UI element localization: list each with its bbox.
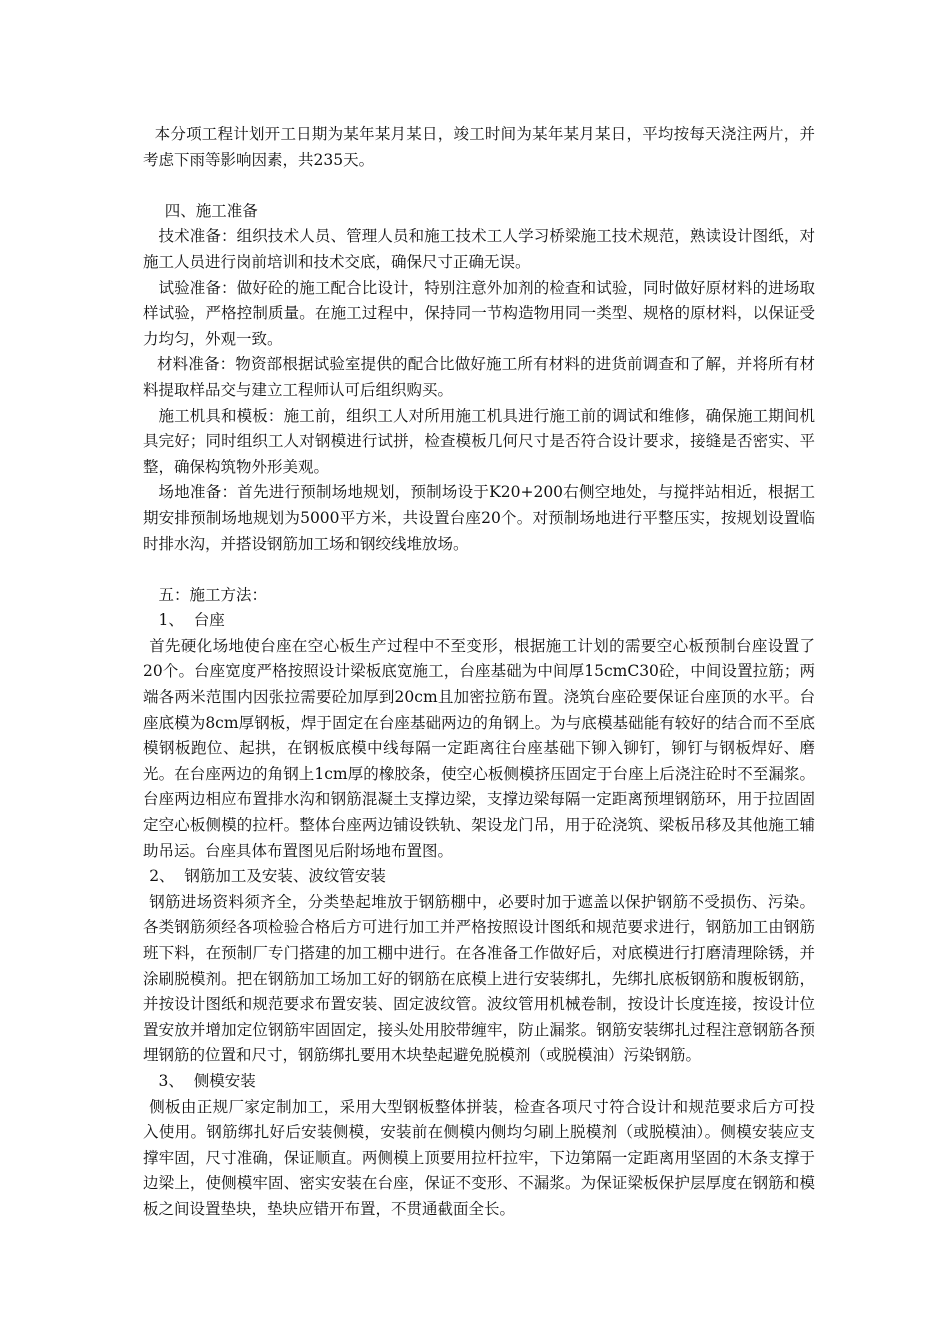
item-3-heading: 3、 侧模安装 — [158, 1071, 256, 1090]
materials-preparation-paragraph: 材料准备：物资部根据试验室提供的配合比做好施工所有材料的进货前调查和了解，并将所有材料提取样品交与建立工程师认可后组织购买。 — [143, 355, 815, 399]
item-3-paragraph: 侧板由正规厂家定制加工，采用大型钢板整体拼装，检查各项尺寸符合设计和规范要求后方可投入使用。钢筋绑扎好后安装侧模，安装前在侧模内侧均匀刷上脱模剂（或脱模油）。侧模安装应支撑牢固，尺寸准确，保证顺直。两侧模上顶要用拉杆拉牢，下边第隔一定距离用坚固的木条支撑于边梁上，使侧模牢固、密实安装在台座，保证不变形、不漏浆。为保证梁板保护层厚度在钢筋和模板之间设置垫块，垫块应错开布置，不贯通截面全长。 — [143, 1097, 815, 1218]
paragraph-spacer — [143, 557, 815, 583]
document-body — [143, 122, 815, 1223]
site-preparation-paragraph: 场地准备：首先进行预制场地规划，预制场设于K20+200右侧空地处，与搅拌站相近，根据工期安排预制场地规划为5000平方米，共设置台座20个。对预制场地进行平整压实，按规划设置临时排水沟，并搭设钢筋加工场和钢绞线堆放场。 — [143, 483, 815, 553]
paragraph-spacer — [143, 173, 815, 199]
section-5-heading: 五：施工方法： — [158, 585, 268, 604]
schedule-paragraph: 本分项工程计划开工日期为某年某月某日，竣工时间为某年某月某日，平均按每天浇注两片，并考虑下雨等影响因素，共235天。 — [143, 125, 815, 169]
technical-preparation-paragraph: 技术准备：组织技术人员、管理人员和施工技术工人学习桥梁施工技术规范，熟读设计图纸，对施工人员进行岗前培训和技术交底，确保尺寸正确无误。 — [143, 227, 815, 271]
item-2-paragraph: 钢筋进场资料须齐全，分类垫起堆放于钢筋棚中，必要时加于遮盖以保护钢筋不受损伤、污染。各类钢筋须经各项检验合格后方可进行加工并严格按照设计图纸和规范要求进行，钢筋加工由钢筋班下料，在预制厂专门搭建的加工棚中进行。在各准备工作做好后，对底模进行打磨清理除锈，并涂刷脱模剂。把在钢筋加工场加工好的钢筋在底模上进行安装绑扎，先绑扎底板钢筋和腹板钢筋，并按设计图纸和规范要求布置安装、固定波纹管。波纹管用机械卷制，按设计长度连接，按设计位置安放并增加定位钢筋牢固固定，接头处用胶带缠牢，防止漏浆。钢筋安装绑扎过程注意钢筋各预埋钢筋的位置和尺寸，钢筋绑扎要用木块垫起避免脱模剂（或脱模油）污染钢筋。 — [143, 892, 815, 1065]
testing-preparation-paragraph: 试验准备：做好砼的施工配合比设计，特别注意外加剂的检查和试验，同时做好原材料的进场取样试验，严格控制质量。在施工过程中，保持同一节构造物用同一类型、规格的原材料，以保证受力均匀，外观一致。 — [143, 278, 815, 348]
machinery-formwork-paragraph: 施工机具和模板：施工前，组织工人对所用施工机具进行施工前的调试和维修，确保施工期间机具完好；同时组织工人对钢模进行试拼，检查模板几何尺寸是否符合设计要求，接缝是否密实、平整，确保构筑物外形美观。 — [143, 406, 815, 476]
item-1-heading: 1、 台座 — [158, 611, 225, 630]
item-1-paragraph: 首先硬化场地使台座在空心板生产过程中不至变形，根据施工计划的需要空心板预制台座设置了20个。台座宽度严格按照设计梁板底宽施工，台座基础为中间厚15cmC30砼，中间设置拉筋；两端各两米范围内因张拉需要砼加厚到20cm且加密拉筋布置。浇筑台座砼要保证台座顶的水平。台座底模为8cm厚钢板，焊于固定在台座基础两边的角钢上。为与底模基础能有较好的结合而不至底模钢板跑位、起拱，在钢板底模中线每隔一定距离往台座基础下铆入铆钉，铆钉与钢板焊好、磨光。在台座两边的角钢上1cm厚的橡胶条，使空心板侧模挤压固定于台座上后浇注砼时不至漏浆。台座两边相应布置排水沟和钢筋混凝土支撑边梁，支撑边梁每隔一定距离预埋钢筋环，用于拉固固定空心板侧模的拉杆。整体台座两边铺设铁轨、架设龙门吊，用于砼浇筑、梁板吊移及其他施工辅助吊运。台座具体布置图见后附场地布置图。 — [143, 636, 815, 860]
section-4-heading: 四、施工准备 — [164, 201, 258, 220]
item-2-heading: 2、 钢筋加工及安装、波纹管安装 — [149, 867, 386, 886]
